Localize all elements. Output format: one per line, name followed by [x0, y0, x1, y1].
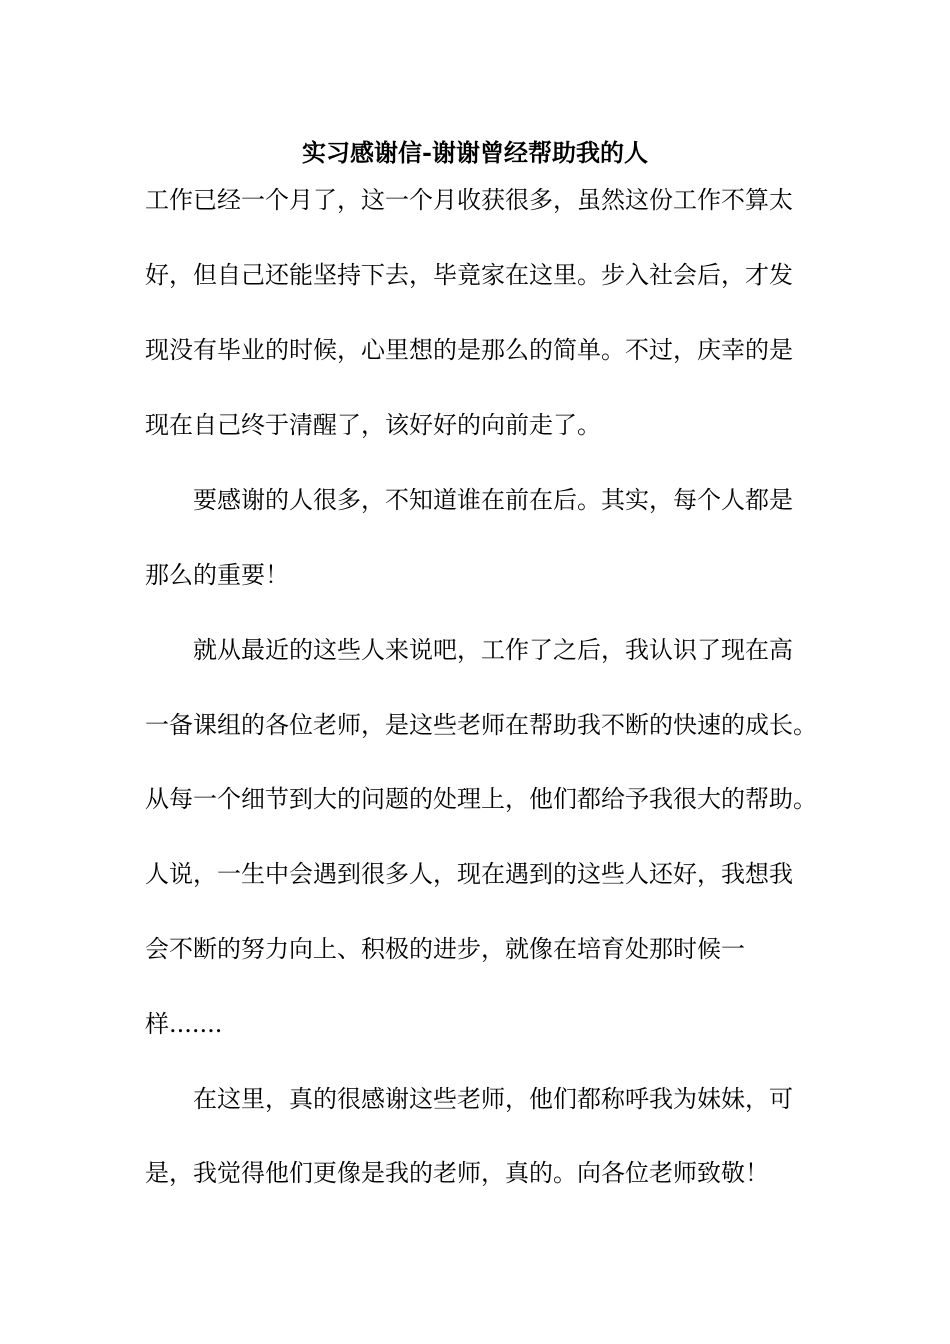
text-line-5: 要感谢的人很多，不知道谁在前在后。其实，每个人都是	[145, 486, 793, 514]
text-line-14: 是，我觉得他们更像是我的老师，真的。向各位老师致敬！	[145, 1159, 769, 1187]
text-line-4: 现在自己终于清醒了，该好好的向前走了。	[145, 411, 601, 439]
text-line-7: 就从最近的这些人来说吧，工作了之后，我认识了现在高	[145, 636, 793, 664]
text-line-6: 那么的重要！	[145, 561, 289, 589]
text-line-2: 好，但自己还能坚持下去，毕竟家在这里。步入社会后，才发	[145, 261, 793, 289]
text-line-10: 人说，一生中会遇到很多人，现在遇到的这些人还好，我想我	[145, 860, 793, 888]
text-line-8: 一备课组的各位老师，是这些老师在帮助我不断的快速的成长。	[145, 711, 817, 739]
text-line-13: 在这里，真的很感谢这些老师，他们都称呼我为妹妹，可	[145, 1085, 793, 1113]
text-line-3: 现没有毕业的时候，心里想的是那么的简单。不过，庆幸的是	[145, 336, 793, 364]
text-line-11: 会不断的努力向上、积极的进步，就像在培育处那时候一	[145, 935, 745, 963]
text-line-9: 从每一个细节到大的问题的处理上，他们都给予我很大的帮助。	[145, 785, 817, 813]
text-line-1: 工作已经一个月了，这一个月收获很多，虽然这份工作不算太	[145, 186, 793, 214]
text-line-12: 样.......	[145, 1010, 223, 1038]
document-title: 实习感谢信-谢谢曾经帮助我的人	[302, 138, 648, 167]
